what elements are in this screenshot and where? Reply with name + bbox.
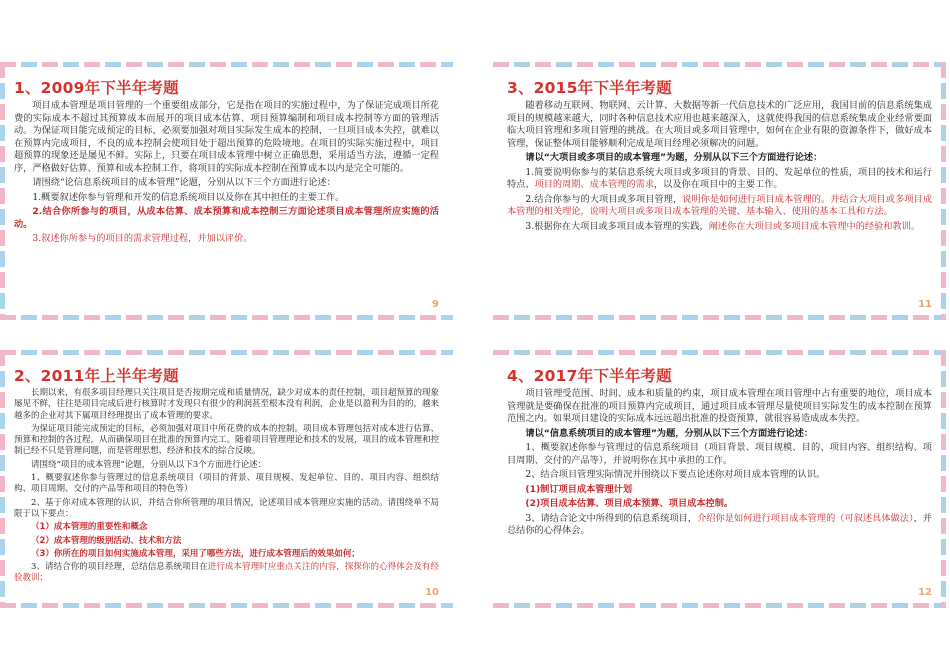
slide-border-left — [0, 350, 5, 608]
paragraph-text: 2.结合你参与的大项目或多项目管理， — [525, 193, 683, 205]
slide-body — [507, 100, 932, 235]
slide-2 — [0, 350, 453, 608]
paragraph-text: ，以及你在项目中的主要工作。 — [654, 179, 783, 190]
paragraph — [507, 167, 932, 192]
highlight-text: 说明你是如何进行项目成本管理的。并结合大项目或多项目成本管理的相关理论，说明大项目或多项目成本管理的关键、基本输入、使用的基本工具和方法。 — [507, 193, 933, 217]
paragraph: 项目成本管理是项目管理的一个重要组成部分，它是指在项目的实施过程中，为了保证完成项目所花费的实际成本不超过其预算成本而展开的项目成本估算、项目预算编制和项目成本控制等方面的管理活动。为保证项目能完成预定的目标，必须要加强对项目实际发生成本的控制，一旦项目成本失控，就难以在预算内完成项目，不良的成本控制会使项目处于超出预算的危险境地。在项目的实际实施过程中，项目超预算的现象还是屡见不鲜。实际上，只要在项目成本管理中树立正确思想，采用适当方法，遵循一定程序，严格做好估算、预算和成本控制工作，将项目的实际成本控制在预算成本以内是完全可能的。 — [14, 100, 439, 174]
paragraph: 请以“信息系统项目的成本管理”为题，分别从以下三个方面进行论述： — [525, 427, 814, 439]
paragraph: 为保证项目能完成预定的目标，必须加强对项目中所花费的成本的控制。项目成本管理包括对成本进行估算、预算和控制的各过程，从而确保项目在批准的预算内完工。随着项目管理理论和技术的发展，项目的成本管理和控制已经不只是管理问题，而是管理思想、经济和技术的综合反映。 — [14, 423, 440, 457]
slide-border-right — [941, 350, 946, 608]
slide-body — [14, 388, 439, 587]
paragraph — [507, 194, 932, 219]
slide-4 — [493, 350, 946, 608]
slide-3 — [493, 62, 946, 320]
slide-title: 4、2017年下半年考题 — [507, 367, 672, 385]
slide-border-bottom — [0, 603, 453, 608]
paragraph: 2、基于你对成本管理的认识，并结合你所管理的项目情况，论述项目成本管理应实施的活动。请围绕单不局限于以下要点： — [14, 497, 439, 519]
slide-title: 3、2015年下半年考题 — [507, 79, 672, 97]
slide-border-top — [493, 62, 946, 67]
paragraph-text: ，并总结你的心得体会。 — [507, 512, 932, 536]
paragraph: (1)制订项目成本管理计划 — [525, 483, 633, 495]
slide-border-right — [941, 62, 946, 320]
highlight-text: 进行成本管理时应重点关注的内容，探探你的心得体会及有经验教训； — [14, 562, 439, 584]
paragraph: 随着移动互联网、物联网、云计算、大数据等新一代信息技术的广泛应用，我国目前的信息系统集成项目的规模越来越大，同时各种信息技术应用也越来越深入，这就使得我国的信息系统集成企业经常要面临大项目管理和多项目管理的挑战。在大项目或多项目管理中，如何在企业有限的资源条件下，做好成本管理，保证整体项目能够顺利完成是项目经理必须解决的问题。 — [507, 100, 932, 149]
paragraph: 请以“大项目或多项目的成本管理”为题，分别从以下三个方面进行论述： — [525, 152, 823, 163]
paragraph: 项目管理受范围、时间、成本和质量的约束，项目成本管理在项目管理中占有重要的地位，项目成本管理就是要确保在批准的项目预算内完成项目，通过项目成本管理尽量使项目实际发生的成本控制在预算范围之内。如果项目建设的实际成本远远超出批准的投资预算，就很容易造成成本失控。 — [507, 388, 932, 424]
page-number: 11 — [918, 299, 932, 310]
paragraph: (2)项目成本估算、项目成本预算、项目成本控制。 — [525, 498, 734, 509]
page-number: 9 — [432, 299, 439, 310]
slide-1 — [0, 62, 453, 320]
slide-body — [14, 100, 439, 248]
highlight-text: 阐述你在大项目或多项目成本管理中的经验和教训。 — [708, 220, 921, 232]
slide-border-bottom — [0, 315, 453, 320]
highlight-text: 项目的周期、成本管理的需求 — [534, 179, 654, 190]
slide-border-left — [0, 62, 5, 320]
paragraph: 1、概要叙述你参与管理过的信息系统项目（项目的背景、项目规模、发起单位、目的、项目内容、组织结构、项目周期、交付的产品等和项目的特色等） — [14, 473, 439, 495]
paragraph: （2）成本管理的级别活动、技术和方法 — [31, 535, 182, 546]
slide-border-top — [493, 350, 946, 355]
paragraph-text: 3.根据你在大项目或多项目成本管理的实践， — [525, 220, 709, 232]
paragraph — [507, 221, 932, 234]
paragraph: 长期以来，有很多项目经理只关注项目是否按期完成和质量情况，缺少对成本的责任控制，项目超预算的现象屡见不鲜，往往是项目完成后进行核算时才发现只有很少的利润甚至根本没有利润，企业是以盈利为目的的，越来越多的企业对其下属项目经理提出了成本管理的要求。 — [14, 388, 440, 421]
paragraph: 3.叙述你所参与的项目的需求管理过程，并加以评价。 — [32, 233, 253, 244]
paragraph: 请围绕“项目的成本管理”论题，分别从以下3个方面进行论述： — [31, 459, 267, 470]
paragraph — [507, 513, 932, 538]
slide-border-top — [0, 350, 453, 355]
paragraph-text: 1.简要说明你参与的某信息系统大项目或多项目的背景、目的、发起单位的性质，项目的技术和运行特点、 — [507, 166, 932, 190]
paragraph: 请围绕“论信息系统项目的成本管理”论题，分别从以下三个方面进行论述： — [32, 177, 336, 188]
paragraph-text: 3、请结合论文中所得到的信息系统项目， — [525, 512, 698, 524]
paragraph: 2.结合你所参与的项目，从成本估算、成本预算和成本控制三方面论述项目成本管理所应实施的活动。 — [14, 206, 439, 230]
page-number: 10 — [425, 587, 439, 598]
paragraph-text: 3、请结合你的项目经理，总结信息系统项目在 — [31, 562, 208, 573]
slide-border-top — [0, 62, 453, 67]
paragraph: 1.概要叙述你参与管理和开发的信息系统项目以及你在其中担任的主要工作。 — [32, 191, 345, 203]
slide-body — [507, 388, 932, 540]
page-number: 12 — [918, 587, 932, 598]
paragraph: 1、概要叙述你参与管理过的信息系统项目（项目背景、项目规模、目的、项目内容、组织结构、项目周期、交付的产品等），并说明你在其中承担的工作。 — [507, 442, 932, 466]
paragraph — [14, 562, 439, 585]
slide-border-bottom — [493, 315, 946, 320]
paragraph: （3）你所在的项目如何实施成本管理，采用了哪些方法，进行成本管理后的效果如何； — [31, 548, 360, 559]
highlight-text: 介绍你是如何进行项目成本管理的（可叙述具体做法） — [697, 512, 914, 524]
paragraph: 2、结合项目管理实际情况并围绕以下要点论述你对项目成本管理的认识。 — [525, 469, 826, 480]
slide-title: 1、2009年下半年考题 — [14, 79, 179, 97]
paragraph: （1）成本管理的重要性和概念 — [31, 522, 148, 533]
slide-title: 2、2011年上半年考题 — [14, 367, 179, 385]
slide-border-bottom — [493, 603, 946, 608]
